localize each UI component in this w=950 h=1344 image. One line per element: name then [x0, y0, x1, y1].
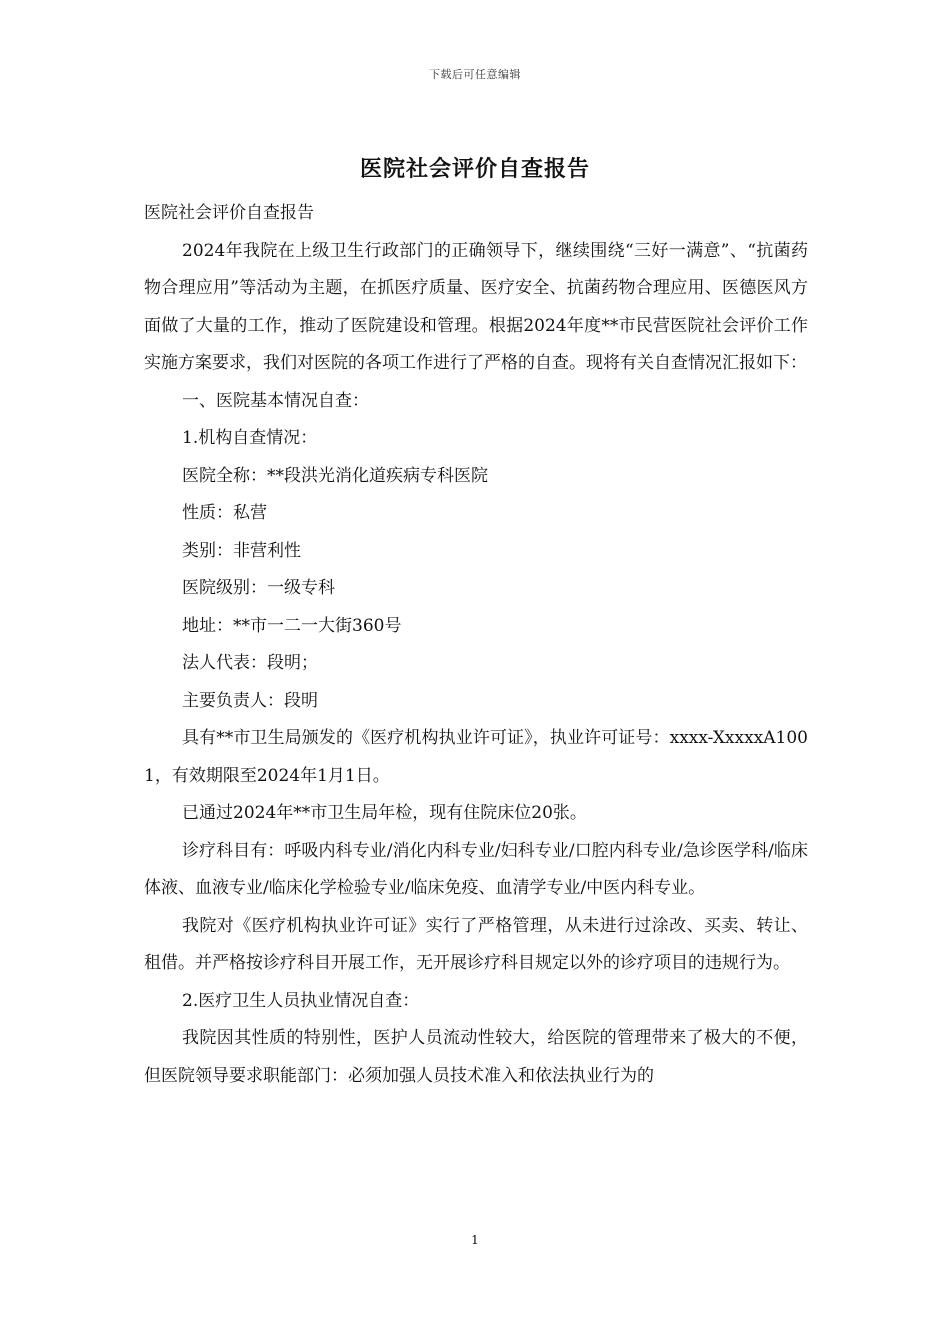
subsection-heading: 1.机构自查情况： — [182, 428, 318, 448]
document-title: 医院社会评价自查报告 — [359, 156, 590, 182]
staff-paragraph: 我院因其性质的特别性，医护人员流动性较大，给医院的管理带来了极大的不便，但医院领导要求职能部门：必须加强人员技术准入和依法执业行为的 — [144, 1028, 808, 1086]
info-nature: 性质：私营 — [182, 503, 267, 523]
info-category: 类别：非营利性 — [182, 540, 301, 561]
info-hospital-name: 医院全称：**段洪光消化道疾病专科医院 — [182, 465, 488, 486]
info-legal-representative: 法人代表：段明； — [182, 653, 318, 673]
license-paragraph: 具有**市卫生局颁发的《医疗机构执业许可证》，执业许可证号：xxxx-XxxxxA1001，有效期限至2024年1月1日。 — [144, 728, 808, 786]
info-address: 地址：**市一二一大街360号 — [182, 615, 402, 636]
subsection-heading-2: 2.医疗卫生人员执业情况自查： — [182, 990, 420, 1011]
document-body — [144, 195, 808, 1095]
intro-paragraph: 2024年我院在上级卫生行政部门的正确领导下，继续围绕“三好一满意”、“抗菌药物合理应用”等活动为主题，在抓医疗质量、医疗安全、抗菌药物合理应用、医德医风方面做了大量的工作，推动了医院建设和管理。根据2024年度**市民营医院社会评价工作实施方案要求，我们对医院的各项工作进行了严格的自查。现将有关自查情况汇报如下： — [144, 240, 808, 373]
info-principal: 主要负责人：段明 — [182, 690, 318, 711]
header-note: 下载后可任意编辑 — [429, 68, 521, 81]
info-level: 医院级别：一级专科 — [182, 578, 335, 598]
departments-paragraph: 诊疗科目有：呼吸内科专业/消化内科专业/妇科专业/口腔内科专业/急诊医学科/临床体液、血液专业/临床化学检验专业/临床免疫、血清学专业/中医内科专业。 — [144, 840, 808, 898]
license-management-paragraph: 我院对《医疗机构执业许可证》实行了严格管理，从未进行过涂改、买卖、转让、租借。并严格按诊疗科目开展工作，无开展诊疗科目规定以外的诊疗项目的违规行为。 — [144, 915, 808, 973]
subtitle-paragraph: 医院社会评价自查报告 — [144, 203, 314, 223]
page-number: 1 — [471, 1233, 479, 1247]
section-heading: 一、医院基本情况自查： — [182, 390, 369, 411]
inspection-paragraph: 已通过2024年**市卫生局年检，现有住院床位20张。 — [182, 803, 587, 823]
